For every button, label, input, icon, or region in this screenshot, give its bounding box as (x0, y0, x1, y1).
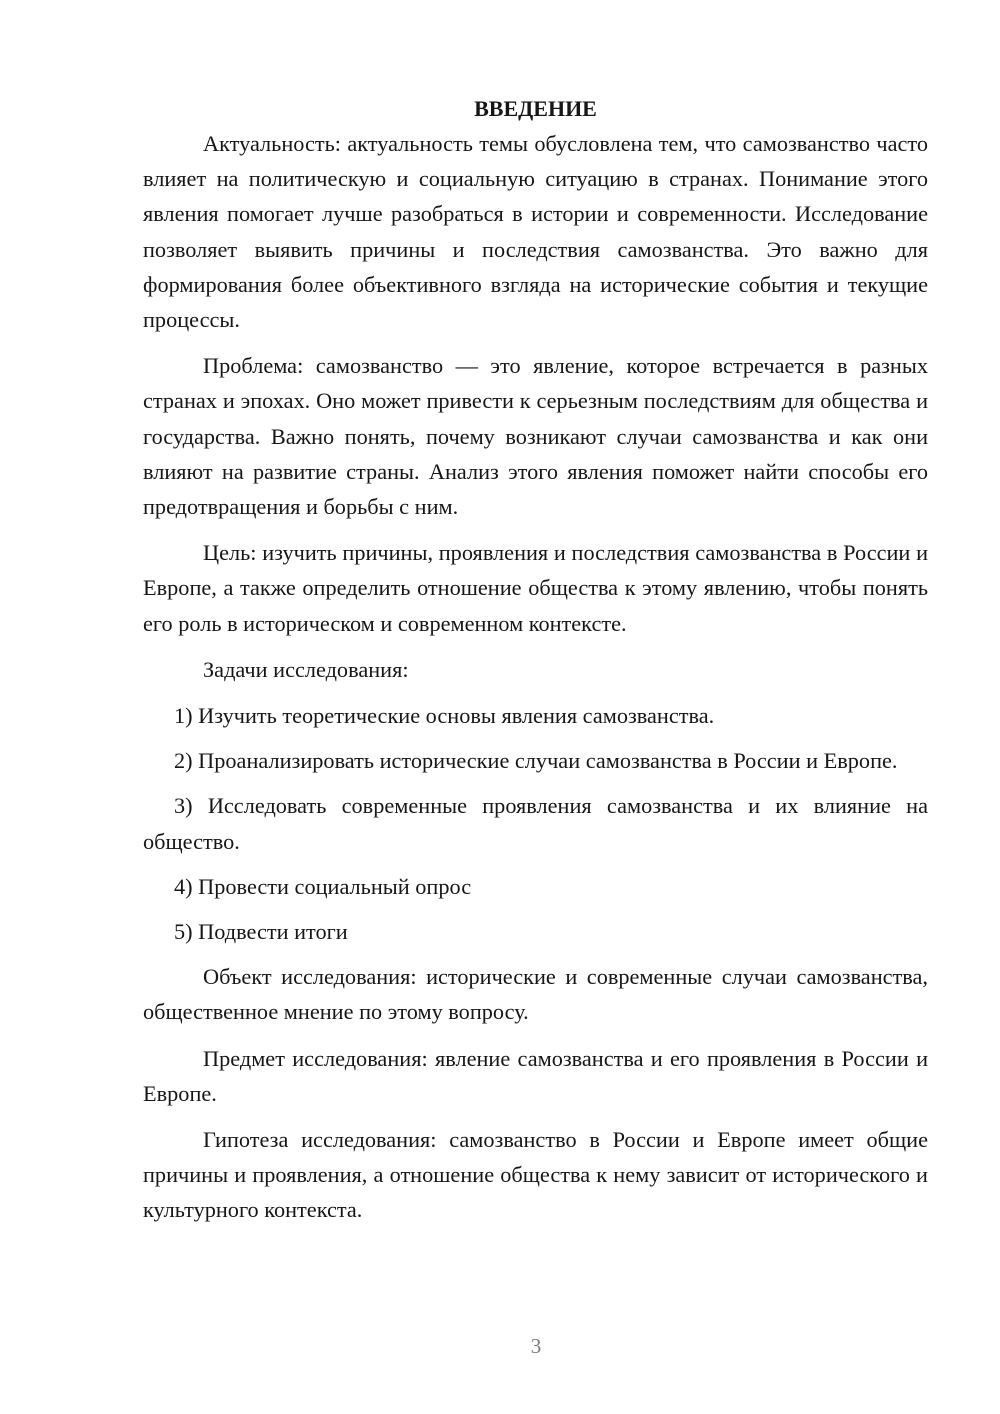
paragraph-relevance: Актуальность: актуальность темы обусловлена тем, что самозванство часто влияет на политическую и социальную ситуацию в странах. Понимание этого явления помогает лучше разобраться в истории и современности. Исследование позволяет выявить причины и последствия самозванства. Это важно для формирования более объективного взгляда на исторические события и текущие процессы. (143, 131, 928, 333)
page-number: 3 (530, 1334, 542, 1358)
paragraph-hypothesis: Гипотеза исследования: самозванство в России и Европе имеет общие причины и проявления, а отношение общества к нему зависит от исторического и культурного контекста. (143, 1127, 928, 1223)
task-item-3: 3) Исследовать современные проявления самозванства и их влияние на общество. (143, 793, 928, 854)
tasks-title: Задачи исследования: (203, 656, 409, 682)
task-item-4: 4) Провести социальный опрос (174, 873, 472, 899)
task-item-1: 1) Изучить теоретические основы явления самозванства. (174, 703, 715, 729)
paragraph-subject: Предмет исследования: явление самозванства и его проявления в России и Европе. (143, 1045, 928, 1106)
paragraph-goal: Цель: изучить причины, проявления и последствия самозванства в России и Европе, а также определить отношение общества к этому явлению, чтобы понять его роль в историческом и современном контексте. (143, 540, 928, 636)
task-item-2: 2) Проанализировать исторические случаи самозванства в России и Европе. (174, 748, 898, 774)
paragraph-problem: Проблема: самозванство — это явление, которое встречается в разных странах и эпохах. Оно может привести к серьезным последствиям для общества и государства. Важно понять, почему возникают случаи самозванства и как они влияют на развитие страны. Анализ этого явления поможет найти способы его предотвращения и борьбы с ним. (143, 353, 928, 520)
section-heading: ВВЕДЕНИЕ (474, 96, 597, 121)
paragraph-object: Объект исследования: исторические и современные случаи самозванства, общественное мнение по этому вопросу. (143, 964, 928, 1025)
task-item-5: 5) Подвести итоги (174, 919, 348, 945)
document-page (143, 92, 928, 1239)
